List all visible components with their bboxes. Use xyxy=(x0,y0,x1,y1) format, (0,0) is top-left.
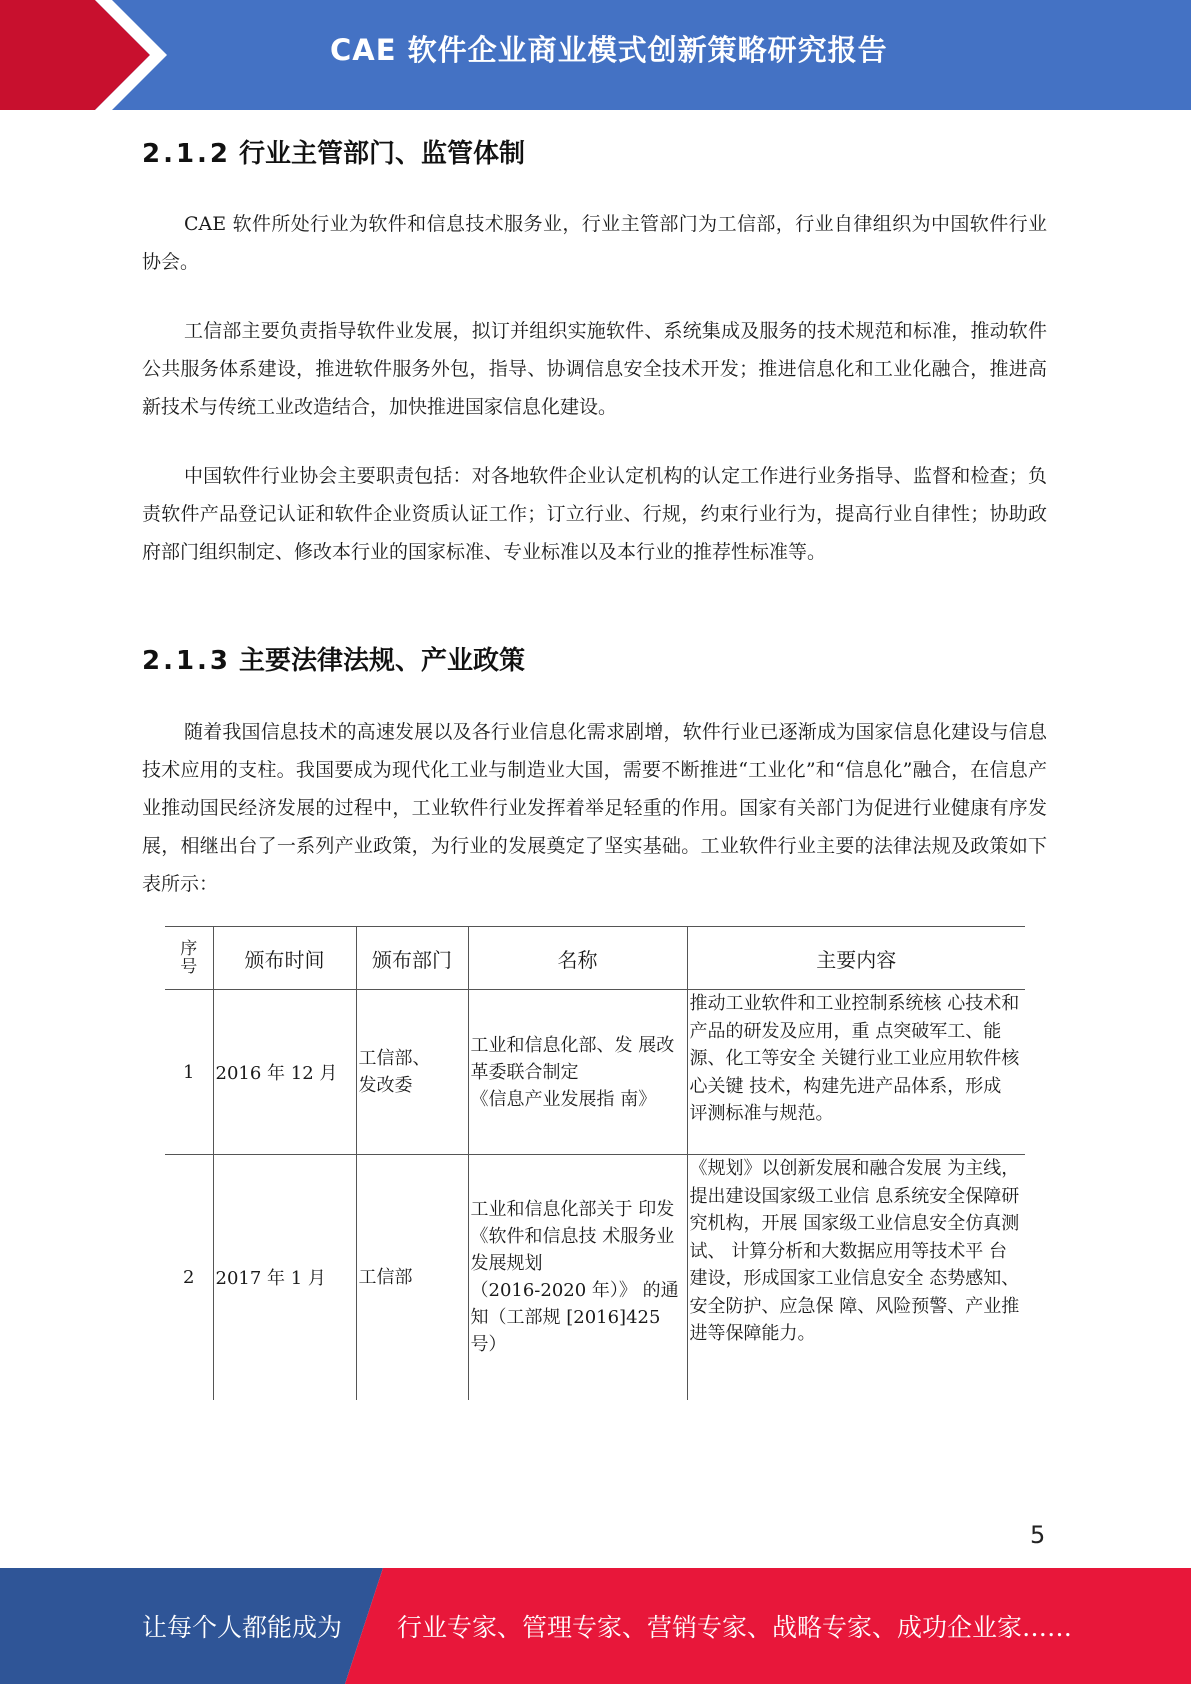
paragraph: 中国软件行业协会主要职责包括：对各地软件企业认定机构的认定工作进行业务指导、监督和检查；负责软件产品登记认证和软件企业资质认证工作；订立行业、行规，约束行业行为，提高行业自律性；协助政府部门组织制定、修改本行业的国家标准、专业标准以及本行业的推荐性标准等。 xyxy=(142,465,1047,563)
header-name: 名称 xyxy=(468,927,687,990)
cell-name: 工业和信息化部、发 展改革委联合制定 《信息产业发展指 南》 xyxy=(468,990,687,1155)
footer-slogan-right: 行业专家、管理专家、营销专家、战略专家、成功企业家…… xyxy=(397,1613,1073,1642)
header-seq: 序 号 xyxy=(165,927,213,990)
policy-table xyxy=(165,926,1025,1400)
cell-content: 《规划》以创新发展和融合发展 为主线，提出建设国家级工业信 息系统安全保障研究机构，开展 国家级工业信息安全仿真测试、 计算分析和大数据应用等技术平 台建设，形成国家工业信息安全 态势感知、安全防护、应急保 障、风险预警、产业推进等保障能力。 xyxy=(687,1155,1025,1400)
cell-date: 2016 年 12 月 xyxy=(213,990,356,1155)
cell-dept: 工信部 xyxy=(356,1155,468,1400)
page-footer xyxy=(0,1568,1191,1684)
header-dept: 颁布部门 xyxy=(356,927,468,990)
section-title: 行业主管部门、监管体制 xyxy=(239,139,526,169)
cell-name: 工业和信息化部关于 印发《软件和信息技 术服务业发展规划 （2016-2020 年）》 的通知（工部规 [2016]425 号） xyxy=(468,1155,687,1400)
section-heading-2-1-2 xyxy=(142,133,525,170)
paragraph: CAE 软件所处行业为软件和信息技术服务业，行业主管部门为工信部，行业自律组织为中国软件行业协会。 xyxy=(142,213,1047,273)
table-header-row xyxy=(165,927,1025,990)
paragraph: 工信部主要负责指导软件业发展，拟订并组织实施软件、系统集成及服务的技术规范和标准，推动软件公共服务体系建设，推进软件服务外包，指导、协调信息安全技术开发；推进信息化和工业化融合，推进高新技术与传统工业改造结合，加快推进国家信息化建设。 xyxy=(142,320,1047,418)
cell-dept: 工信部、 发改委 xyxy=(356,990,468,1155)
paragraph: 随着我国信息技术的高速发展以及各行业信息化需求剧增，软件行业已逐渐成为国家信息化建设与信息技术应用的支柱。我国要成为现代化工业与制造业大国，需要不断推进“工业化”和“信息化”融合，在信息产业推动国民经济发展的过程中，工业软件行业发挥着举足轻重的作用。国家有关部门为促进行业健康有序发展，相继出台了一系列产业政策，为行业的发展奠定了坚实基础。工业软件行业主要的法律法规及政策如下表所示： xyxy=(142,721,1047,895)
table-row xyxy=(165,990,1025,1155)
cell-content: 推动工业软件和工业控制系统核 心技术和产品的研发及应用，重 点突破军工、能源、化工等安全 关键行业工业应用软件核心关键 技术，构建先进产品体系，形成 评测标准与规范。 xyxy=(687,990,1025,1155)
section-number: 2.1.2 xyxy=(142,139,232,169)
footer-slogan-left: 让每个人都能成为 xyxy=(142,1613,343,1642)
cell-date: 2017 年 1 月 xyxy=(213,1155,356,1400)
cell-seq: 2 xyxy=(165,1155,213,1400)
table-row xyxy=(165,1155,1025,1400)
section-heading-2-1-3 xyxy=(142,640,525,677)
page-header xyxy=(0,0,1191,110)
report-title: CAE 软件企业商业模式创新策略研究报告 xyxy=(330,33,888,67)
cell-seq: 1 xyxy=(165,990,213,1155)
section-title: 主要法律法规、产业政策 xyxy=(239,646,526,676)
section-number: 2.1.3 xyxy=(142,646,232,676)
page-number: 5 xyxy=(1030,1521,1046,1549)
header-date: 颁布时间 xyxy=(213,927,356,990)
header-content: 主要内容 xyxy=(687,927,1025,990)
